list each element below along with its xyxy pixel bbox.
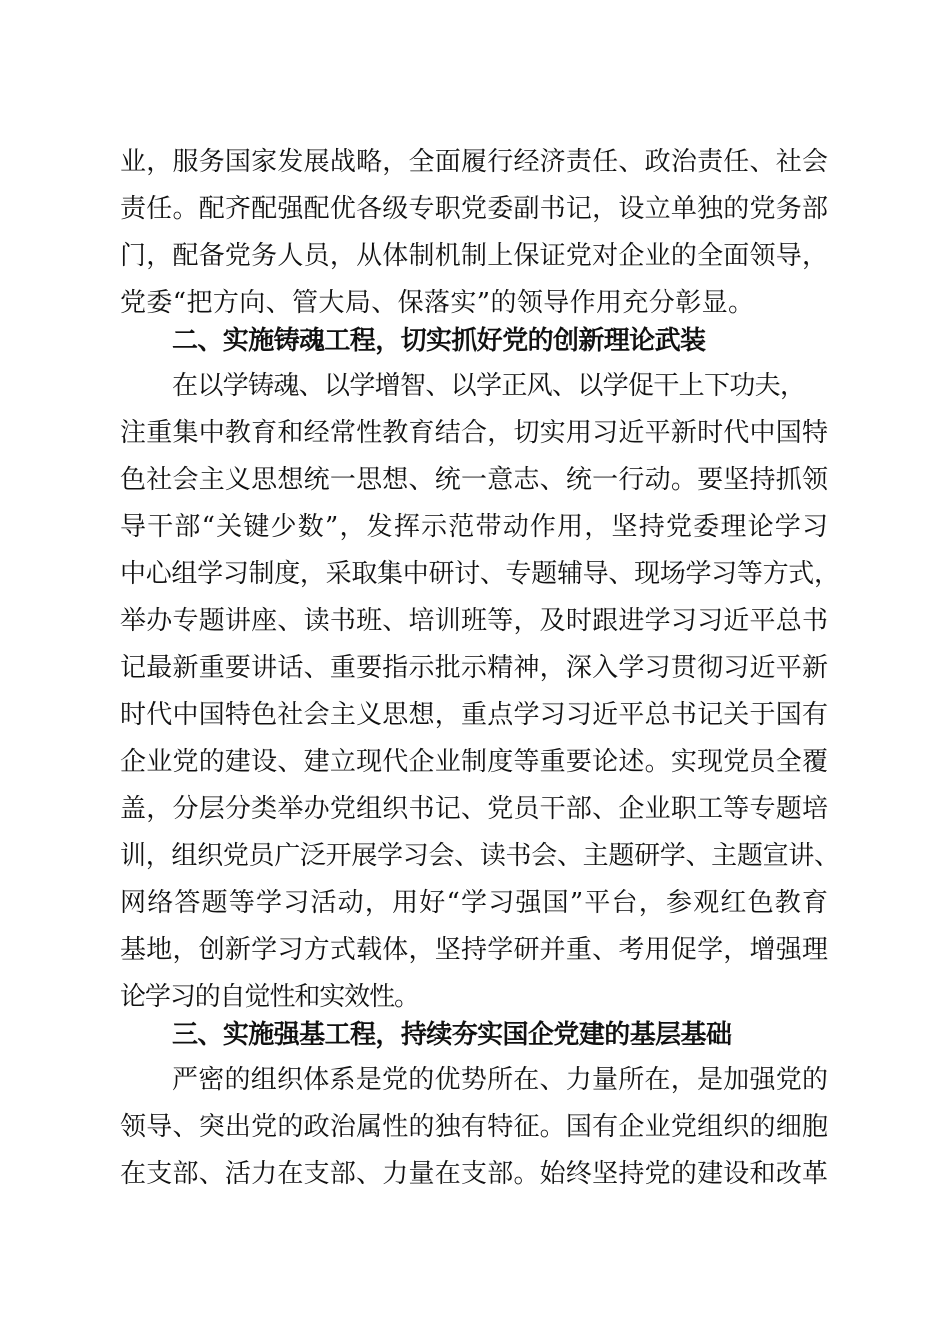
body-line: 时代中国特色社会主义思想，重点学习习近平总书记关于国有: [120, 700, 829, 730]
body-line: 记最新重要讲话、重要指示批示精神，深入学习贯彻习近平新: [120, 653, 829, 683]
body-line: 业，服务国家发展战略，全面履行经济责任、政治责任、社会: [120, 147, 829, 177]
body-line: 党委“把方向、管大局、保落实”的领导作用充分彰显。: [120, 288, 755, 318]
body-line: 领导、突出党的政治属性的独有特征。国有企业党组织的细胞: [120, 1112, 829, 1142]
body-line: 在支部、活力在支部、力量在支部。始终坚持党的建设和改革: [120, 1159, 829, 1189]
body-line: 注重集中教育和经常性教育结合，切实用习近平新时代中国特: [120, 418, 829, 448]
body-line: 导干部“关键少数”，发挥示范带动作用，坚持党委理论学习: [120, 512, 830, 542]
body-line: 色社会主义思想统一思想、统一意志、统一行动。要坚持抓领: [120, 465, 829, 495]
body-line: 举办专题讲座、读书班、培训班等，及时跟进学习习近平总书: [120, 606, 829, 636]
body-line: 网络答题等学习活动，用好“学习强国”平台，参观红色教育: [120, 888, 830, 918]
body-line: 盖，分层分类举办党组织书记、党员干部、企业职工等专题培: [120, 794, 829, 824]
body-line: 门，配备党务人员，从体制机制上保证党对企业的全面领导，: [120, 241, 829, 271]
body-line: 中心组学习制度，采取集中研讨、专题辅导、现场学习等方式，: [120, 559, 840, 589]
section-heading-2: 二、实施铸魂工程，切实抓好党的创新理论武装: [172, 326, 706, 356]
body-line: 基地，创新学习方式载体，坚持学研并重、考用促学，增强理: [120, 935, 829, 965]
body-line: 责任。配齐配强配优各级专职党委副书记，设立单独的党务部: [120, 194, 829, 224]
body-line: 企业党的建设、建立现代企业制度等重要论述。实现党员全覆: [120, 747, 829, 777]
body-line: 在以学铸魂、以学增智、以学正风、以学促干上下功夫，: [172, 371, 806, 401]
body-line: 训，组织党员广泛开展学习会、读书会、主题研学、主题宣讲、: [120, 841, 840, 871]
body-line: 严密的组织体系是党的优势所在、力量所在，是加强党的: [172, 1065, 829, 1095]
section-heading-3: 三、实施强基工程，持续夯实国企党建的基层基础: [172, 1020, 732, 1050]
body-line: 论学习的自觉性和实效性。: [120, 982, 419, 1012]
